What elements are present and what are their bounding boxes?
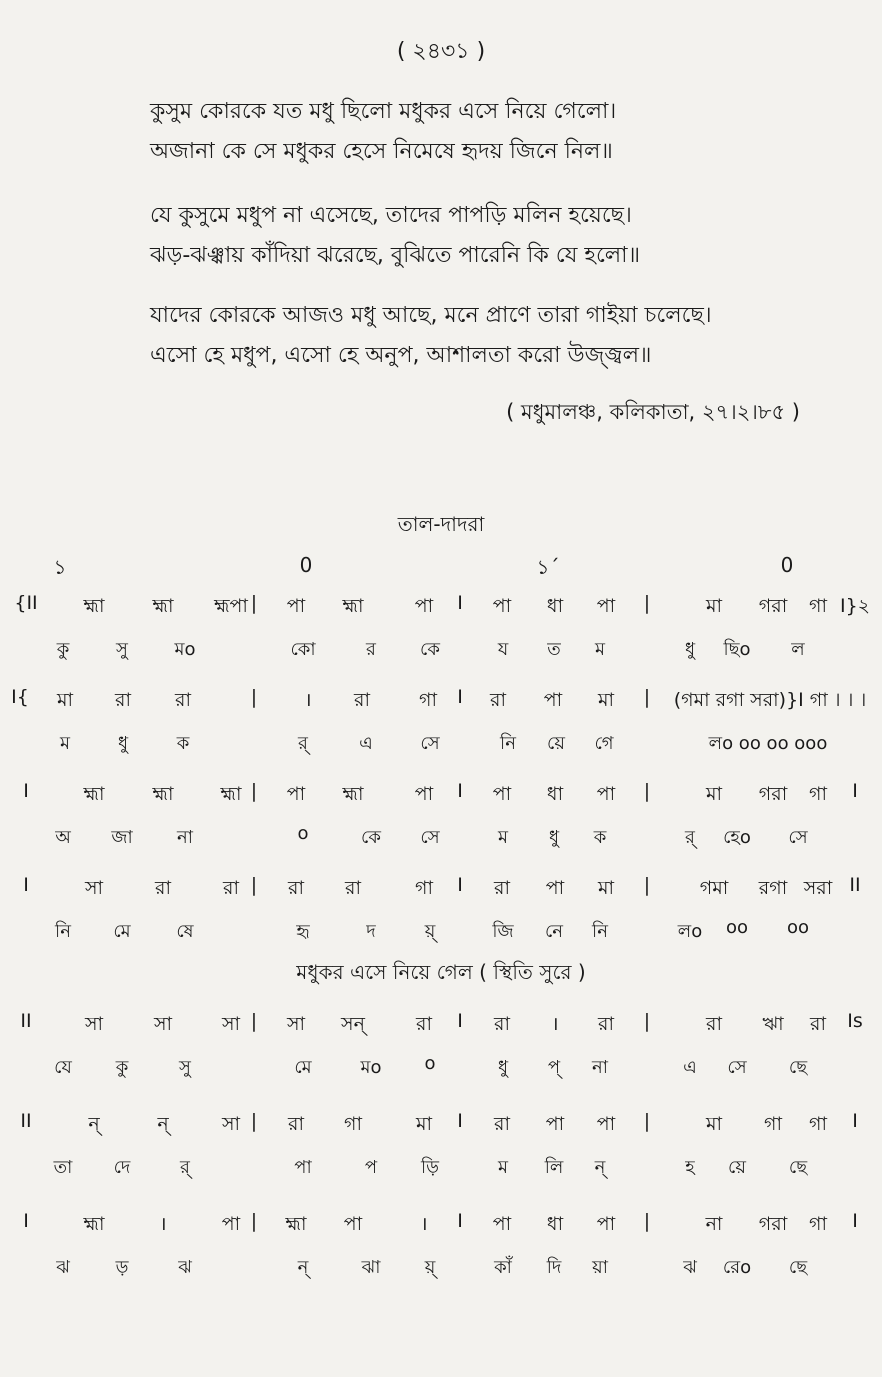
poem-line: এসো হে মধুপ, এসো হে অনুপ, আশালতা করো উজ্জ্বল॥ bbox=[150, 343, 652, 368]
poem-line: যাদের কোরকে আজও মধু আছে, মনে প্রাণে তারা গাইয়া চলেছে। bbox=[150, 303, 712, 328]
swara-note: মা bbox=[56, 689, 74, 711]
swara-note: | bbox=[643, 874, 651, 896]
swara-row bbox=[0, 1010, 882, 1040]
swara-note: পা bbox=[543, 689, 563, 711]
lyric-syllable: ধু bbox=[684, 639, 696, 660]
beat-mark: 0 bbox=[299, 553, 313, 577]
swara-note: | bbox=[250, 592, 258, 614]
beat-mark: 0 bbox=[780, 553, 794, 577]
swara-note: সা bbox=[84, 877, 104, 899]
lyric-row bbox=[0, 1153, 882, 1183]
lyric-syllable: সু bbox=[116, 639, 128, 660]
swara-note: রা bbox=[598, 1013, 614, 1035]
swara-note: | bbox=[643, 1210, 651, 1232]
lyric-row bbox=[0, 823, 882, 853]
swara-note: পা bbox=[596, 1113, 616, 1135]
swara-note: সরা bbox=[803, 877, 833, 899]
lyric-syllable: ম bbox=[498, 1157, 508, 1178]
lyric-syllable: হেo bbox=[723, 827, 751, 848]
lyric-syllable: সু bbox=[179, 1057, 191, 1078]
swara-note: রা bbox=[494, 1013, 510, 1035]
lyric-syllable: এ bbox=[359, 733, 373, 754]
lyric-syllable: কু bbox=[115, 1057, 129, 1078]
swara-row bbox=[0, 592, 882, 622]
swara-note: সা bbox=[221, 1013, 241, 1035]
lyric-syllable: এ bbox=[683, 1057, 697, 1078]
swara-note: পা bbox=[286, 595, 306, 617]
lyric-syllable: ড়ি bbox=[421, 1157, 439, 1178]
citation: ( মধুমালঞ্চ, কলিকাতা, ২৭।২।৮৫ ) bbox=[506, 400, 800, 424]
lyric-syllable: ধু bbox=[548, 827, 560, 848]
swara-row bbox=[0, 1110, 882, 1140]
lyric-syllable: ন্ bbox=[594, 1157, 606, 1178]
lyric-syllable: কে bbox=[420, 639, 440, 660]
swara-note: I bbox=[457, 874, 463, 896]
swara-note: | bbox=[250, 686, 258, 708]
swara-row bbox=[0, 780, 882, 810]
swara-note: গা bbox=[809, 595, 827, 617]
swara-note: সা bbox=[153, 1013, 173, 1035]
swara-note: | bbox=[643, 780, 651, 802]
swara-note: | bbox=[250, 1110, 258, 1132]
page-number: ( ২৪৩১ ) bbox=[396, 39, 486, 64]
swara-note: সা bbox=[84, 1013, 104, 1035]
beat-mark: ১´ bbox=[536, 555, 560, 579]
swara-note: II bbox=[20, 1010, 32, 1032]
lyric-syllable: না bbox=[177, 827, 193, 848]
swara-note: I bbox=[23, 1210, 29, 1232]
lyric-syllable: ড় bbox=[115, 1257, 129, 1278]
lyric-syllable: ছে bbox=[788, 1157, 808, 1178]
swara-note: গা bbox=[419, 689, 437, 711]
lyric-syllable: হ bbox=[685, 1157, 695, 1178]
lyric-syllable: কো bbox=[290, 639, 316, 660]
swara-note: পা bbox=[286, 783, 306, 805]
swara-note: পা bbox=[596, 783, 616, 805]
lyric-syllable: মo bbox=[360, 1057, 382, 1078]
lyric-syllable: ম bbox=[595, 639, 605, 660]
swara-note: পা bbox=[492, 1213, 512, 1235]
swara-note: । bbox=[159, 1213, 167, 1235]
beat-mark: ১ bbox=[53, 555, 67, 579]
swara-note: সন্ bbox=[341, 1013, 365, 1035]
swara-note: I bbox=[457, 686, 463, 708]
swara-note: পা bbox=[492, 595, 512, 617]
swara-note: ধা bbox=[546, 595, 564, 617]
swara-note: রা bbox=[288, 877, 304, 899]
lyric-syllable: সে bbox=[420, 733, 440, 754]
swara-note: হ্মা bbox=[152, 595, 174, 617]
lyric-syllable: অ bbox=[55, 827, 71, 848]
poem-stanza-1 bbox=[150, 92, 850, 172]
lyric-syllable: oo bbox=[725, 917, 749, 938]
swara-note: | bbox=[250, 1010, 258, 1032]
swara-note: হ্মা bbox=[83, 783, 105, 805]
swara-note: পা bbox=[343, 1213, 363, 1235]
swara-note: মা bbox=[705, 1113, 723, 1135]
lyric-syllable: দি bbox=[546, 1257, 562, 1278]
poem-line: কুসুম কোরকে যত মধু ছিলো মধুকর এসে নিয়ে গেলো। bbox=[150, 99, 617, 124]
lyric-syllable: জি bbox=[492, 921, 514, 942]
swara-note: মা bbox=[415, 1113, 433, 1135]
swara-note: মা bbox=[597, 877, 615, 899]
beat-marks bbox=[0, 553, 882, 583]
swara-note: I bbox=[23, 874, 29, 896]
swara-note: {II bbox=[14, 592, 38, 614]
lyric-syllable: ছিo bbox=[723, 639, 751, 660]
swara-note: হ্মা bbox=[342, 783, 364, 805]
swara-note: পা bbox=[414, 783, 434, 805]
lyric-syllable: ল bbox=[791, 639, 805, 660]
lyric-row bbox=[0, 1253, 882, 1283]
swara-note: রা bbox=[223, 877, 239, 899]
swara-note: । bbox=[420, 1213, 428, 1235]
swara-note: পা bbox=[414, 595, 434, 617]
swara-note: রা bbox=[494, 877, 510, 899]
lyric-syllable: ধু bbox=[117, 733, 129, 754]
lyric-syllable: পা bbox=[294, 1157, 312, 1178]
lyric-syllable: রেo bbox=[722, 1257, 752, 1278]
lyric-syllable: ঝা bbox=[361, 1257, 381, 1278]
swara-note: রা bbox=[810, 1013, 826, 1035]
swara-note: গা bbox=[344, 1113, 362, 1135]
swara-note: রা bbox=[494, 1113, 510, 1135]
swara-note: । bbox=[551, 1013, 559, 1035]
lyric-syllable: সে bbox=[420, 827, 440, 848]
lyric-syllable: ম bbox=[60, 733, 70, 754]
swara-note: ধা bbox=[546, 783, 564, 805]
swara-note: গা bbox=[809, 1213, 827, 1235]
swara-note: হ্মা bbox=[342, 595, 364, 617]
swara-note: রা bbox=[155, 877, 171, 899]
lyric-syllable: য়ে bbox=[547, 733, 565, 754]
lyric-syllable: তা bbox=[53, 1157, 73, 1178]
lyric-syllable: ক bbox=[593, 827, 607, 848]
poem-line: যে কুসুমে মধুপ না এসেছে, তাদের পাপড়ি মলিন হয়েছে। bbox=[150, 203, 632, 228]
swara-note: না bbox=[705, 1213, 723, 1235]
lyric-syllable: য়্ bbox=[424, 1257, 436, 1278]
lyric-syllable: র্ bbox=[685, 827, 695, 848]
swara-note: রা bbox=[345, 877, 361, 899]
swara-note: পা bbox=[545, 877, 565, 899]
lyric-syllable: দে bbox=[113, 1157, 131, 1178]
swara-note: I}২ bbox=[839, 595, 871, 617]
swara-note: I bbox=[852, 780, 858, 802]
poem-stanza-3 bbox=[150, 296, 850, 376]
section-note: মধুকর এসে নিয়ে গেল ( স্থিতি সুরে ) bbox=[296, 960, 586, 984]
swara-note: হ্মা bbox=[220, 783, 242, 805]
lyric-syllable: কে bbox=[361, 827, 381, 848]
lyric-syllable: প্ bbox=[547, 1057, 561, 1078]
swara-note: গরা bbox=[758, 595, 788, 617]
swara-note: ন্ bbox=[88, 1113, 100, 1135]
swara-note: রা bbox=[706, 1013, 722, 1035]
lyric-syllable: র bbox=[366, 639, 376, 660]
lyric-syllable: ত bbox=[547, 639, 561, 660]
lyric-syllable: o bbox=[424, 1053, 436, 1074]
swara-note: হ্মা bbox=[83, 595, 105, 617]
tala-label: তাল-দাদরা bbox=[397, 512, 485, 536]
lyric-syllable: লি bbox=[544, 1157, 564, 1178]
swara-note: I{ bbox=[11, 686, 29, 708]
lyric-syllable: র্ bbox=[180, 1157, 190, 1178]
swara-note: রা bbox=[288, 1113, 304, 1135]
swara-note: রা bbox=[416, 1013, 432, 1035]
swara-note: গরা bbox=[758, 783, 788, 805]
lyric-syllable: নি bbox=[500, 733, 516, 754]
lyric-syllable: নি bbox=[55, 921, 71, 942]
lyric-syllable: oo bbox=[786, 917, 810, 938]
lyric-syllable: o bbox=[297, 823, 309, 844]
lyric-syllable: য bbox=[497, 639, 509, 660]
swara-note: I bbox=[852, 1210, 858, 1232]
swara-note: Is bbox=[847, 1010, 863, 1032]
swara-note: । bbox=[304, 689, 312, 711]
swara-note: ন্ bbox=[157, 1113, 169, 1135]
lyric-syllable: ম bbox=[498, 827, 508, 848]
lyric-syllable: না bbox=[592, 1057, 608, 1078]
swara-note: হ্মা bbox=[285, 1213, 307, 1235]
swara-note: গমা bbox=[699, 877, 729, 899]
lyric-syllable: য়ে bbox=[728, 1157, 746, 1178]
swara-note: রা bbox=[354, 689, 370, 711]
lyric-syllable: লo bbox=[677, 921, 703, 942]
swara-note: I bbox=[457, 1210, 463, 1232]
swara-note: | bbox=[250, 780, 258, 802]
lyric-row bbox=[0, 1053, 882, 1083]
lyric-syllable: সে bbox=[727, 1057, 747, 1078]
swara-note: গা bbox=[764, 1113, 782, 1135]
lyric-syllable: ষে bbox=[176, 921, 194, 942]
lyric-syllable: কাঁ bbox=[494, 1257, 512, 1278]
swara-note: | bbox=[643, 592, 651, 614]
lyric-syllable: ঝ bbox=[178, 1257, 192, 1278]
swara-note: I bbox=[852, 1110, 858, 1132]
lyric-syllable: মে bbox=[113, 921, 131, 942]
swara-note: রা bbox=[115, 689, 131, 711]
lyric-syllable: কু bbox=[56, 639, 70, 660]
lyric-syllable: র্ bbox=[298, 733, 308, 754]
swara-note: হ্মপা bbox=[214, 595, 248, 617]
poem-stanza-2 bbox=[150, 196, 850, 276]
lyric-syllable: জা bbox=[111, 827, 133, 848]
swara-note: পা bbox=[221, 1213, 241, 1235]
swara-note: পা bbox=[596, 595, 616, 617]
lyric-syllable: গে bbox=[594, 733, 614, 754]
swara-note: গরা bbox=[758, 1213, 788, 1235]
swara-note: | bbox=[643, 1010, 651, 1032]
poem-line: ঝড়-ঝঞ্ঝায় কাঁদিয়া ঝরেছে, বুঝিতে পারেনি কি যে হলো॥ bbox=[150, 243, 641, 268]
poem-line: অজানা কে সে মধুকর হেসে নিমেষে হৃদয় জিনে নিল॥ bbox=[150, 139, 613, 164]
lyric-syllable: ক bbox=[176, 733, 190, 754]
lyric-syllable: মে bbox=[294, 1057, 312, 1078]
swara-row bbox=[0, 874, 882, 904]
lyric-syllable: যে bbox=[54, 1057, 72, 1078]
swara-row bbox=[0, 1210, 882, 1240]
lyric-row bbox=[0, 729, 882, 759]
swara-note: গা bbox=[415, 877, 433, 899]
lyric-syllable: ধু bbox=[497, 1057, 509, 1078]
swara-note: | bbox=[250, 874, 258, 896]
swara-note: I bbox=[457, 1110, 463, 1132]
swara-note: সা bbox=[286, 1013, 306, 1035]
swara-note: | bbox=[250, 1210, 258, 1232]
lyric-syllable: প bbox=[364, 1157, 378, 1178]
swara-note: | bbox=[643, 686, 651, 708]
swara-note: | bbox=[643, 1110, 651, 1132]
swara-note: I bbox=[457, 592, 463, 614]
swara-note: ঋা bbox=[762, 1013, 784, 1035]
lyric-syllable: মo bbox=[174, 639, 196, 660]
swara-note: রা bbox=[175, 689, 191, 711]
lyric-syllable: দ bbox=[366, 921, 376, 942]
lyric-syllable: ঝ bbox=[56, 1257, 70, 1278]
lyric-syllable: নি bbox=[592, 921, 608, 942]
swara-note: হ্মা bbox=[152, 783, 174, 805]
swara-note: হ্মা bbox=[83, 1213, 105, 1235]
lyric-syllable: ছে bbox=[788, 1057, 808, 1078]
swara-note: I bbox=[457, 1010, 463, 1032]
swara-note: গা bbox=[809, 1113, 827, 1135]
swara-note: পা bbox=[492, 783, 512, 805]
swara-note: I bbox=[23, 780, 29, 802]
lyric-syllable: য়্ bbox=[424, 921, 436, 942]
swara-note: II bbox=[20, 1110, 32, 1132]
swara-note: II bbox=[849, 874, 861, 896]
swara-note: ধা bbox=[546, 1213, 564, 1235]
swara-note: মা bbox=[597, 689, 615, 711]
lyric-syllable: হৃ bbox=[296, 921, 310, 942]
lyric-syllable: নে bbox=[544, 921, 564, 942]
swara-note: গা bbox=[809, 783, 827, 805]
swara-note: রা bbox=[490, 689, 506, 711]
swara-note: (গমা রগা সরা)}I গা । । । bbox=[673, 689, 867, 711]
lyric-syllable: সে bbox=[788, 827, 808, 848]
lyric-row bbox=[0, 635, 882, 665]
swara-note: পা bbox=[596, 1213, 616, 1235]
lyric-syllable: ঝ bbox=[683, 1257, 697, 1278]
swara-note: মা bbox=[705, 783, 723, 805]
swara-note: রগা bbox=[758, 877, 788, 899]
lyric-row bbox=[0, 917, 882, 947]
swara-note: I bbox=[457, 780, 463, 802]
swara-note: মা bbox=[705, 595, 723, 617]
swara-note: সা bbox=[221, 1113, 241, 1135]
lyric-syllable: য়া bbox=[592, 1257, 608, 1278]
lyric-syllable: লo oo oo ooo bbox=[708, 733, 828, 754]
lyric-syllable: ন্ bbox=[297, 1257, 309, 1278]
swara-row bbox=[0, 686, 882, 716]
swara-note: পা bbox=[545, 1113, 565, 1135]
lyric-syllable: ছে bbox=[788, 1257, 808, 1278]
